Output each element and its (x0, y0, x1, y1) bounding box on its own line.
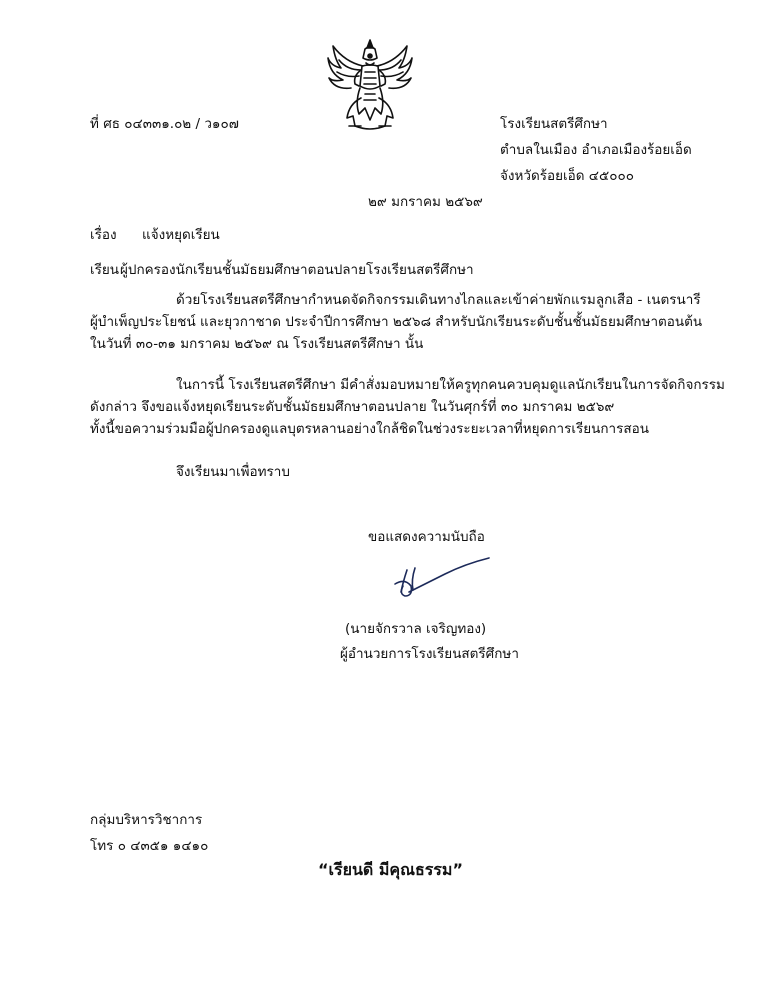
paragraph-2-line: ทั้งนี้ขอความร่วมมือผู้ปกครองดูแลบุตรหลานอย่างใกล้ชิดในช่วงระยะเวลาที่หยุดการเรียนการสอน (90, 421, 649, 437)
letter-date: ๒๙ มกราคม ๒๕๖๙ (368, 194, 483, 210)
school-province: จังหวัดร้อยเอ็ด ๔๕๐๐๐ (500, 168, 634, 184)
body-paragraph-2 (90, 374, 725, 440)
recipient-label: เรียน (90, 262, 120, 278)
body-paragraph-1 (90, 289, 703, 355)
school-subdistrict: ตำบลในเมือง อำเภอเมืองร้อยเอ็ด (500, 142, 692, 158)
paragraph-1-line: ผู้บำเพ็ญประโยชน์ และยุวกาชาด ประจำปีการศึกษา ๒๕๖๘ สำหรับนักเรียนระดับชั้นชั้นมัธยมศึกษาตอนต้น (90, 314, 703, 330)
paragraph-1-line: ในวันที่ ๓๐-๓๑ มกราคม ๒๕๖๙ ณ โรงเรียนสตรีศึกษา นั้น (90, 336, 424, 352)
school-name: โรงเรียนสตรีศึกษา (500, 116, 608, 132)
signer-title: ผู้อำนวยการโรงเรียนสตรีศึกษา (340, 646, 519, 662)
subject-label: เรื่อง (90, 227, 117, 243)
regards-text: ขอแสดงความนับถือ (368, 529, 485, 545)
closing-line: จึงเรียนมาเพื่อทราบ (176, 464, 290, 480)
signature-icon (385, 556, 495, 606)
recipient-text: ผู้ปกครองนักเรียนชั้นมัธยมศึกษาตอนปลายโรงเรียนสตรีศึกษา (120, 262, 474, 278)
paragraph-1-line: ด้วยโรงเรียนสตรีศึกษากำหนดจัดกิจกรรมเดินทางไกลและเข้าค่ายพักแรมลูกเสือ - เนตรนารี (176, 292, 701, 308)
phone-number: โทร ๐ ๔๓๕๑ ๑๔๑๐ (90, 838, 209, 854)
reference-number: ที่ ศธ ๐๔๓๓๑.๐๒ / ว๑๐๗ (90, 116, 239, 132)
paragraph-2-line: ดังกล่าว จึงขอแจ้งหยุดเรียนระดับชั้นมัธยมศึกษาตอนปลาย ในวันศุกร์ที่ ๓๐ มกราคม ๒๕๖๙ (90, 399, 615, 415)
garuda-emblem-icon (325, 36, 415, 136)
signer-name: (นายจักรวาล เจริญทอง) (345, 621, 487, 637)
school-motto: “เรียนดี มีคุณธรรม” (318, 860, 463, 879)
department-name: กลุ่มบริหารวิชาการ (90, 812, 203, 828)
subject-text: แจ้งหยุดเรียน (142, 227, 220, 243)
paragraph-2-line: ในการนี้ โรงเรียนสตรีศึกษา มีคำสั่งมอบหมายให้ครูทุกคนควบคุมดูแลนักเรียนในการจัดกิจกรรม (176, 377, 725, 393)
